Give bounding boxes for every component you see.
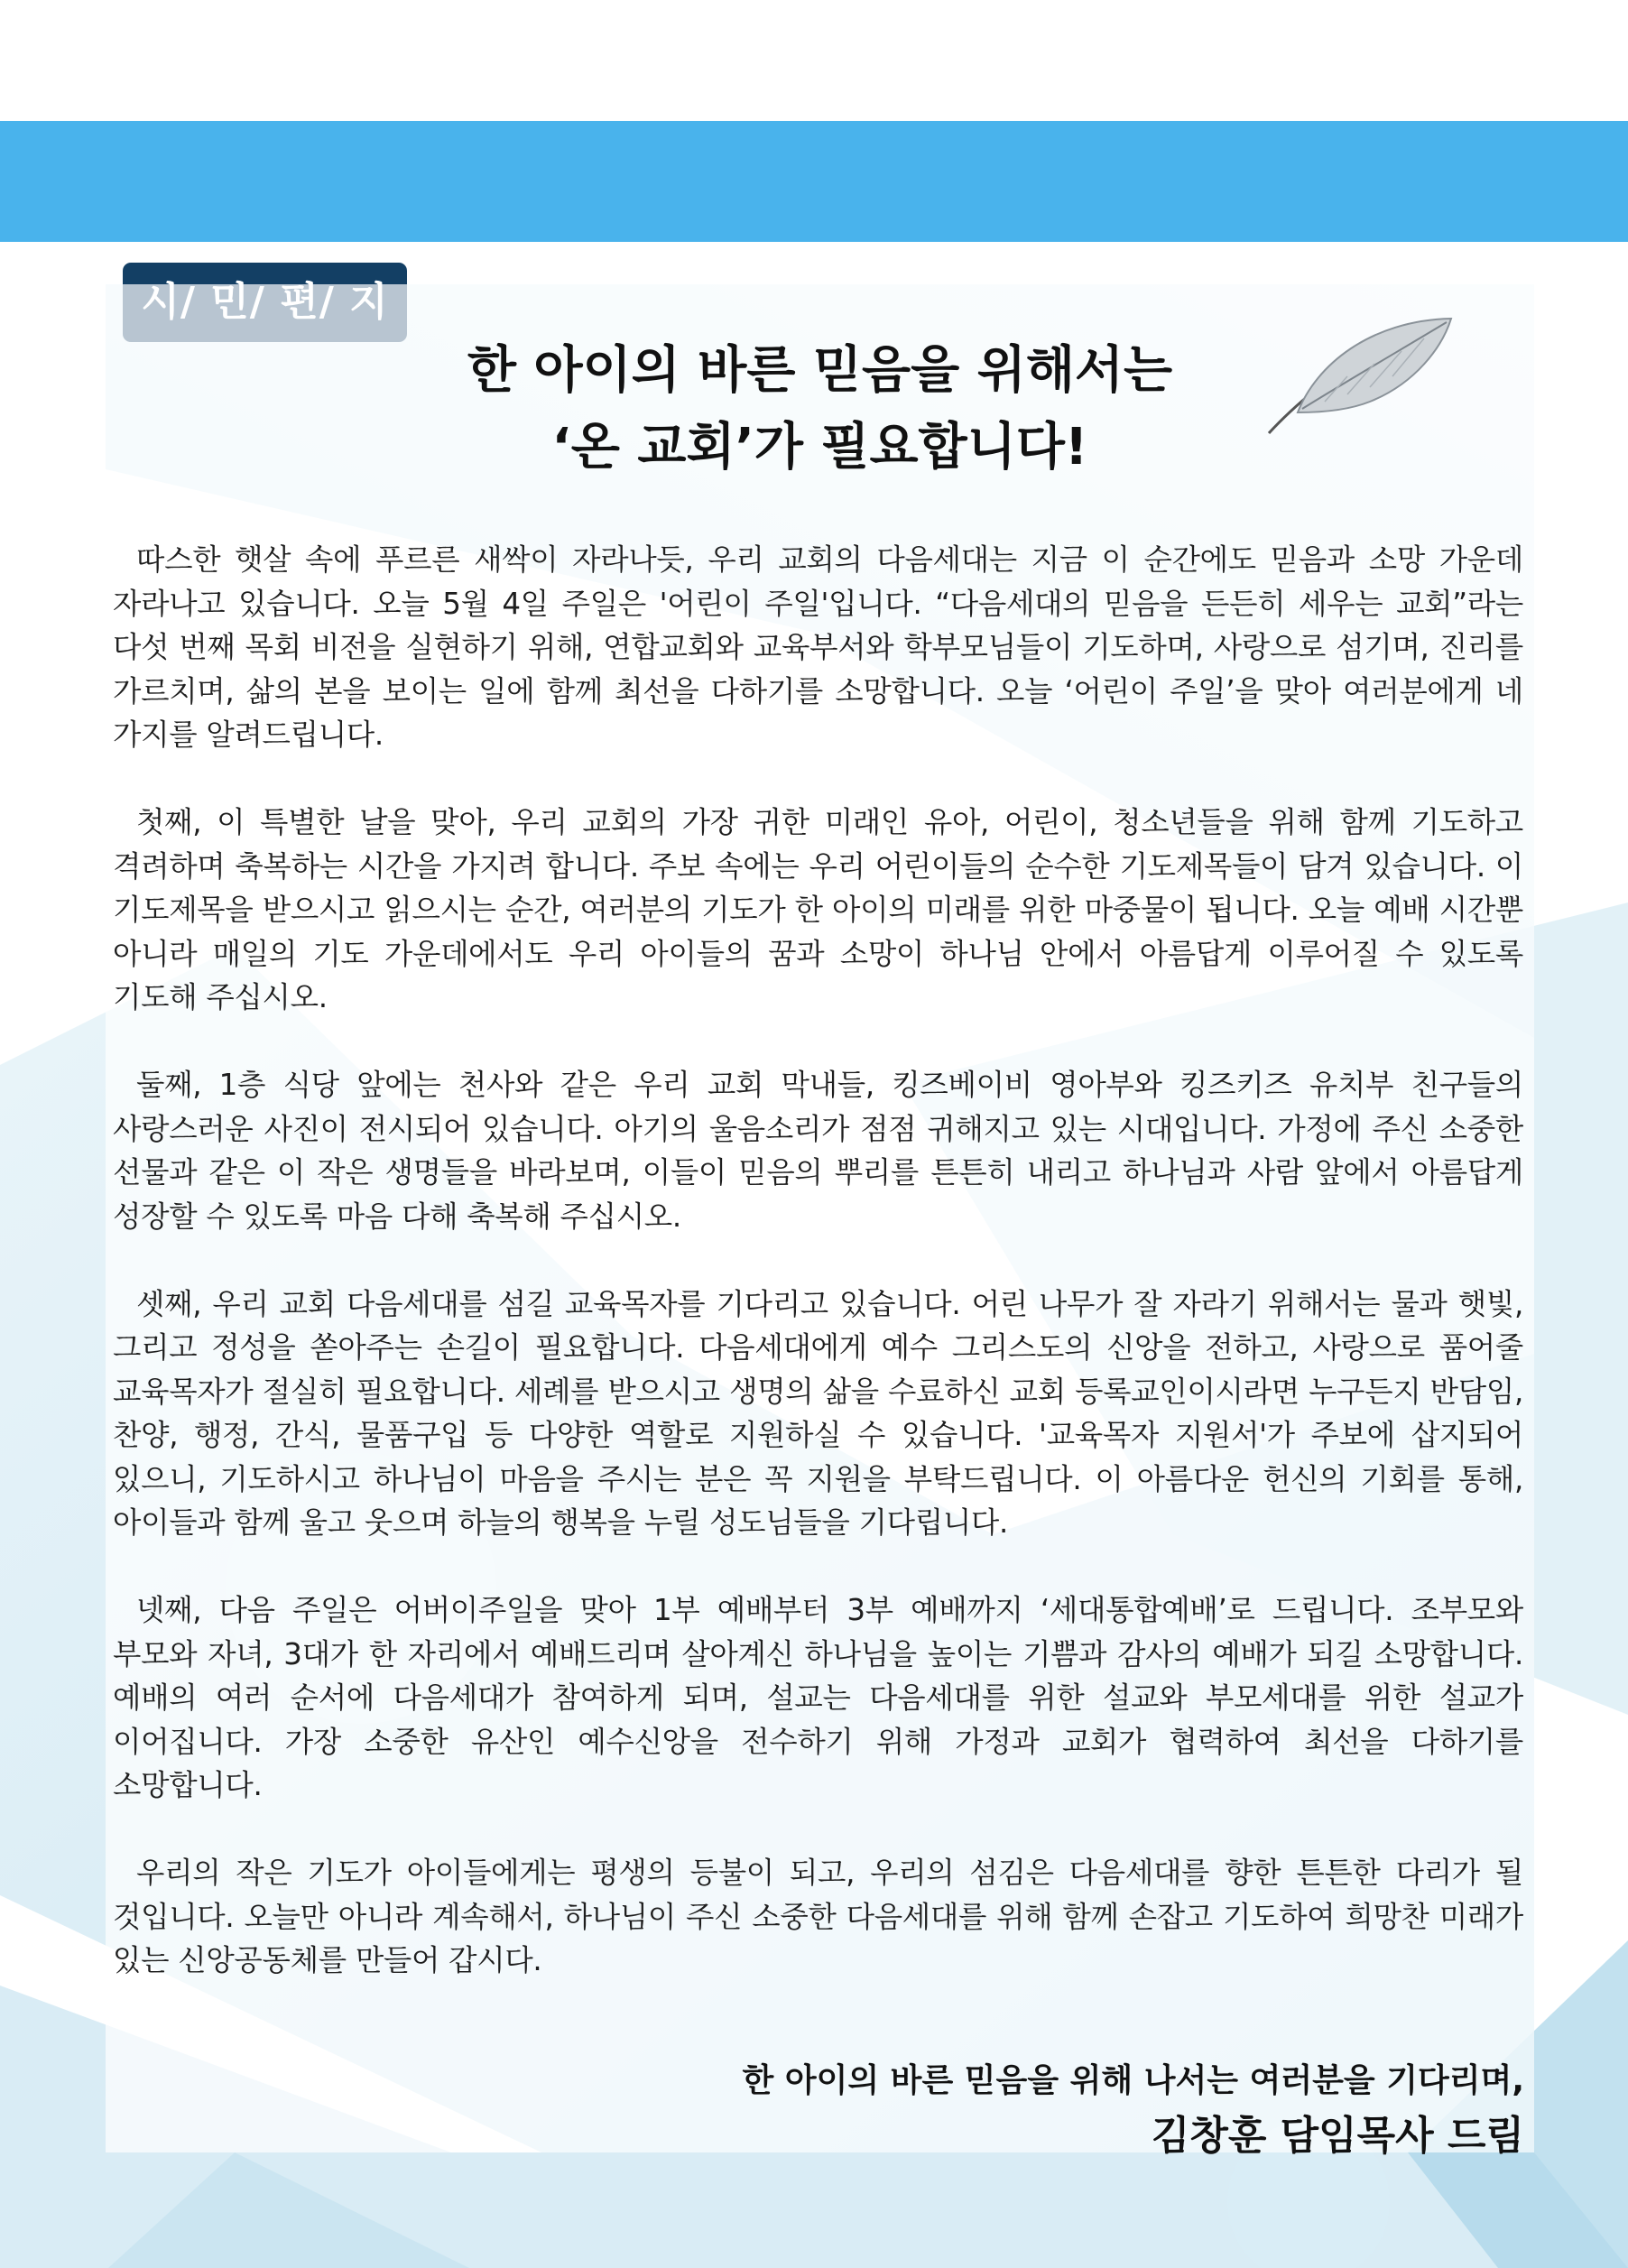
header-band (0, 121, 1628, 242)
paragraph-intro: 따스한 햇살 속에 푸르른 새싹이 자라나듯, 우리 교회의 다음세대는 지금 이 순간에도 믿음과 소망 가운데 자라나고 있습니다. 오늘 5월 4일 주일은 '어린이 주일'입니다. “다음세대의 믿음을 든든히 세우는 교회”라는 다섯 번째 목회 비전을 실현하기 위해, 연합교회와 교육부서와 학부모님들이 기도하며, 사랑으로 섬기며, 진리를 가르치며, 삶의 본을 보이는 일에 함께 최선을 다하기를 소망합니다. 오늘 ‘어린이 주일’을 맞아 여러분에게 네 가지를 알려드립니다. (113, 542, 1523, 752)
paragraph-first: 첫째, 이 특별한 날을 맞아, 우리 교회의 가장 귀한 미래인 유아, 어린이, 청소년들을 위해 함께 기도하고 격려하며 축복하는 시간을 가지려 합니다. 주보 속에는 우리 어린이들의 순수한 기도제목들이 담겨 있습니다. 이 기도제목을 받으시고 읽으시는 순간, 여러분의 기도가 한 아이의 미래를 위한 마중물이 됩니다. 오늘 예배 시간뿐 아니라 매일의 기도 가운데에서도 우리 아이들의 꿈과 소망이 하나님 안에서 아름답게 이루어질 수 있도록 기도해 주십시오. (113, 805, 1523, 1014)
paragraph-conclusion: 우리의 작은 기도가 아이들에게는 평생의 등불이 되고, 우리의 섬김은 다음세대를 향한 튼튼한 다리가 될 것입니다. 오늘만 아니라 계속해서, 하나님이 주신 소중한 다음세대를 위해 함께 손잡고 기도하여 희망찬 미래가 있는 신앙공동체를 만들어 갑시다. (113, 1856, 1523, 1977)
closing-signature (743, 2054, 1524, 2164)
signature-line: 김창훈 담임목사 드림 (1151, 2113, 1524, 2159)
letter-title (106, 332, 1534, 486)
paragraph-fourth: 넷째, 다음 주일은 어버이주일을 맞아 1부 예배부터 3부 예배까지 ‘세대통합예배’로 드립니다. 조부모와 부모와 자녀, 3대가 한 자리에서 예배드리며 살아계신 하나님을 높이는 기쁨과 감사의 예배가 되길 소망합니다. 예배의 여러 순서에 다음세대가 참여하게 되며, 설교는 다음세대를 위한 설교와 부모세대를 위한 설교가 이어집니다. 가장 소중한 유산인 예수신앙을 전수하기 위해 가정과 교회가 협력하여 최선을 다하기를 소망합니다. (113, 1593, 1523, 1802)
paragraph-third: 셋째, 우리 교회 다음세대를 섬길 교육목자를 기다리고 있습니다. 어린 나무가 잘 자라기 위해서는 물과 햇빛, 그리고 정성을 쏟아주는 손길이 필요합니다. 다음세대에게 예수 그리스도의 신앙을 전하고, 사랑으로 품어줄 교육목자가 절실히 필요합니다. 세례를 받으시고 생명의 삶을 수료하신 교회 등록교인이시라면 누구든지 반담임, 찬양, 행정, 간식, 물품구입 등 다양한 역할로 지원하실 수 있습니다. '교육목자 지원서'가 주보에 삽지되어 있으니, 기도하시고 하나님이 마음을 주시는 분은 꼭 지원을 부탁드립니다. 이 아름다운 헌신의 기회를 통해, 아이들과 함께 울고 웃으며 하늘의 행복을 누릴 성도님들을 기다립니다. (113, 1286, 1523, 1540)
letter-body (113, 538, 1523, 2026)
closing-line: 한 아이의 바른 믿음을 위해 나서는 여러분을 기다리며, (742, 2062, 1524, 2099)
paragraph-second: 둘째, 1층 식당 앞에는 천사와 같은 우리 교회 막내들, 킹즈베이비 영아부와 킹즈키즈 유치부 친구들의 사랑스러운 사진이 전시되어 있습니다. 아기의 울음소리가 점점 귀해지고 있는 시대입니다. 가정에 주신 소중한 선물과 같은 이 작은 생명들을 바라보며, 이들이 믿음의 뿌리를 튼튼히 내리고 하나님과 사람 앞에서 아름답게 성장할 수 있도록 마음 다해 축복해 주십시오. (113, 1068, 1523, 1234)
title-line-1: 한 아이의 바른 믿음을 위해서는 (467, 341, 1173, 400)
title-line-2: ‘온 교회’가 필요합니다! (551, 418, 1088, 477)
